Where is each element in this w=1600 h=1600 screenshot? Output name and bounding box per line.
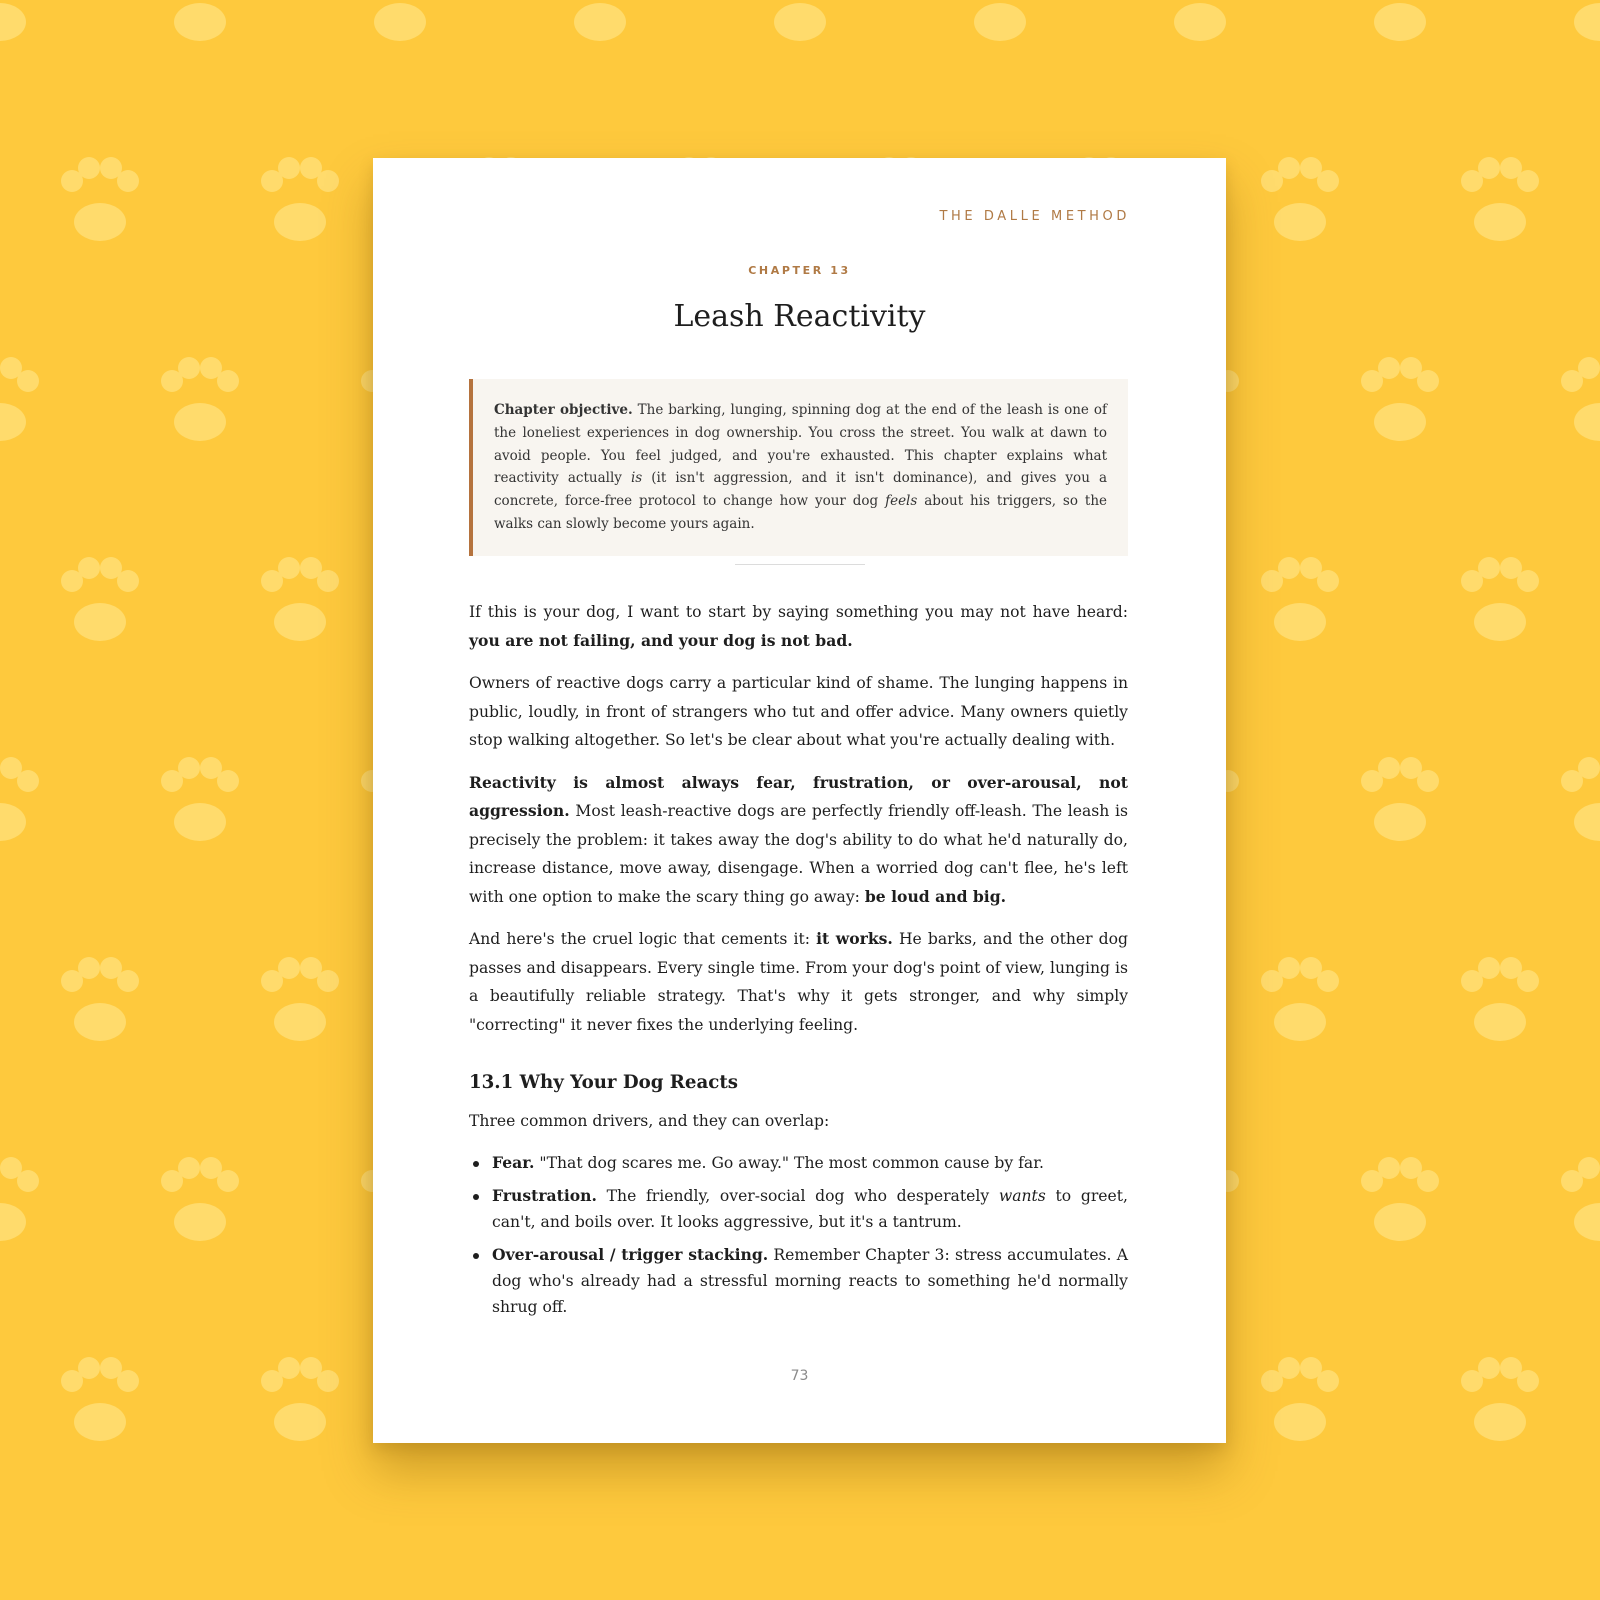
objective-text: (it isn't aggression, and it isn't dominance), and gives you a concrete, force-free protocol to change how your dog <box>494 470 1107 510</box>
paragraph-text: He barks, and the other dog passes and disappears. Every single time. From your dog's point of view, lunging is a beautifully reliable strategy. That's why it gets stronger, and why simply "correcting" it never fixes the underlying feeling. <box>469 930 1129 1034</box>
objective-lead: Chapter objective. <box>494 402 633 418</box>
paw-print-icon <box>1461 1357 1539 1441</box>
chapter-label: CHAPTER 13 <box>748 264 851 277</box>
chapter-body <box>469 598 1128 1327</box>
paw-print-icon <box>61 557 139 641</box>
paragraph-1 <box>469 598 1128 655</box>
paragraph-text: If this is your dog, I want to start by saying something you may not have heard: <box>469 603 1128 621</box>
bullet-icon <box>473 1253 479 1259</box>
list-item-bold: Fear. <box>492 1152 535 1172</box>
paw-print-icon <box>1561 357 1600 441</box>
list-item-text: to greet, can't, and boils over. It looks aggressive, but it's a tantrum. <box>492 1186 1128 1231</box>
bullet-icon <box>473 1194 479 1200</box>
paw-print-icon <box>61 1357 139 1441</box>
list-item-text: "That dog scares me. Go away." The most common cause by far. <box>534 1153 1044 1172</box>
chapter-title: Leash Reactivity <box>673 299 926 334</box>
paw-print-icon <box>1374 3 1426 41</box>
paw-print-icon <box>261 157 339 241</box>
paw-print-icon <box>161 757 239 841</box>
paw-print-icon <box>0 1157 39 1241</box>
paw-print-icon <box>1261 1357 1339 1441</box>
section-divider <box>735 564 865 565</box>
paw-print-icon <box>774 3 826 41</box>
paragraph-2 <box>469 669 1128 755</box>
paw-print-icon <box>61 157 139 241</box>
paw-print-icon <box>1174 3 1226 41</box>
paw-print-icon <box>1361 357 1439 441</box>
list-item-bold: Over-arousal / trigger stacking. <box>492 1244 769 1264</box>
list-item-text: The friendly, over-social dog who desperately <box>596 1186 999 1205</box>
list-item <box>492 1150 1128 1176</box>
paw-print-icon <box>174 3 226 41</box>
list-item-emphasis: wants <box>998 1186 1046 1205</box>
paw-print-icon <box>1361 757 1439 841</box>
section-intro: Three common drivers, and they can overlap: <box>469 1112 830 1130</box>
paragraph-text: And here's the cruel logic that cements it: <box>469 930 817 948</box>
paw-print-icon <box>161 1157 239 1241</box>
drivers-list <box>469 1150 1128 1320</box>
paw-print-icon <box>1261 957 1339 1041</box>
paw-print-icon <box>974 3 1026 41</box>
objective-emphasis: feels <box>885 493 918 510</box>
chapter-objective-box <box>469 379 1128 556</box>
bullet-icon <box>473 1161 479 1167</box>
paw-print-icon <box>1361 1157 1439 1241</box>
paw-print-icon <box>61 957 139 1041</box>
paw-print-icon <box>1261 157 1339 241</box>
paw-print-icon <box>261 1357 339 1441</box>
paw-print-icon <box>261 957 339 1041</box>
paragraph-bold: you are not failing, and your dog is not bad. <box>469 630 853 650</box>
paragraph-3 <box>469 769 1128 912</box>
paw-print-icon <box>0 757 39 841</box>
book-page <box>373 158 1226 1443</box>
list-item-bold: Frustration. <box>492 1185 597 1205</box>
paw-print-icon <box>1261 557 1339 641</box>
paw-print-icon <box>374 3 426 41</box>
list-item-text: Remember Chapter 3: stress accumulates. A dog who's already had a stressful morning reacts to something he'd normally shrug off. <box>492 1245 1128 1316</box>
paragraph-bold: Reactivity is almost always fear, frustration, or over-arousal, not aggression. <box>469 772 1128 820</box>
section-heading: 13.1 Why Your Dog Reacts <box>469 1072 738 1093</box>
paw-print-icon <box>261 557 339 641</box>
paragraph-text: Owners of reactive dogs carry a particular kind of shame. The lunging happens in public, loudly, in front of strangers who tut and offer advice. Many owners quietly stop walking altogether. So let's be clear about what you're actually dealing with. <box>469 674 1128 749</box>
page-number: 73 <box>790 1368 809 1384</box>
paw-print-icon <box>1561 757 1600 841</box>
paw-print-icon <box>1461 157 1539 241</box>
paw-print-icon <box>574 3 626 41</box>
objective-text: The barking, lunging, spinning dog at the end of the leash is one of the loneliest experiences in dog ownership. You cross the street. You walk at dawn to avoid people. You feel judged, and you're exhausted. This chapter explains what reactivity actually <box>494 402 1107 487</box>
paw-print-icon <box>0 3 26 41</box>
list-item <box>492 1183 1128 1235</box>
objective-emphasis: is <box>630 470 643 487</box>
paw-print-icon <box>1561 1157 1600 1241</box>
running-head: THE DALLE METHOD <box>939 209 1130 224</box>
paw-print-icon <box>1461 957 1539 1041</box>
paragraph-4 <box>469 925 1128 1039</box>
list-item <box>492 1242 1128 1320</box>
paw-print-icon <box>0 357 39 441</box>
objective-text: about his triggers, so the walks can slowly become yours again. <box>494 493 1107 532</box>
paragraph-bold: it works. <box>816 929 893 948</box>
paw-print-icon <box>1574 3 1600 41</box>
paragraph-bold: be loud and big. <box>864 886 1007 906</box>
paragraph-text: Most leash-reactive dogs are perfectly friendly off-leash. The leash is precisely the problem: it takes away the dog's ability to do what he'd naturally do, increase distance, move away, disengage. When a worried dog can't flee, he's left with one option to make the scary thing go away: <box>469 802 1128 906</box>
paw-print-icon <box>1461 557 1539 641</box>
paw-print-icon <box>161 357 239 441</box>
